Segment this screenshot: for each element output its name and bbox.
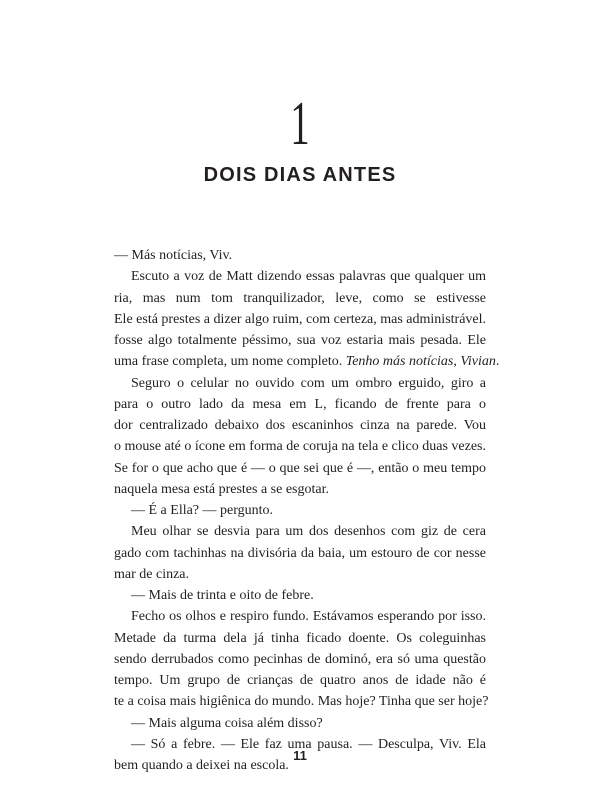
text-line: — Mais de trinta e oito de febre.: [131, 588, 314, 603]
text-line: Fecho os olhos e respiro fundo. Estávamos esperando por isso.: [131, 609, 486, 625]
text-line: gado com tachinhas na divisória da baia, um estouro de cor nesse: [114, 545, 486, 561]
text-line: naquela mesa está prestes a se esgotar.: [114, 481, 329, 497]
text-line: — Más notícias, Viv.: [114, 248, 233, 263]
text-line: sendo derrubados como pecinhas de dominó, era só uma questão: [114, 651, 486, 667]
italic-segment: Tenho más notícias, Vivian: [345, 354, 496, 370]
text-line: Ele está prestes a dizer algo ruim, com certeza, mas administrável.: [114, 311, 486, 327]
chapter-title: DOIS DIAS ANTES: [203, 164, 397, 186]
text-segment: uma frase completa, um nome completo.: [114, 354, 346, 370]
text-line: Seguro o celular no ouvido com um ombro erguido, giro a: [131, 375, 486, 391]
text-line: — Só a febre. — Ele faz uma pausa. — Desculpa, Viv. Ela: [131, 736, 486, 752]
text-line: Escuto a voz de Matt dizendo essas palavras que qualquer um: [131, 269, 486, 285]
text-line: dor centralizado debaixo dos escaninhos cinza na parede. Vou: [114, 418, 486, 433]
text-line: [114, 351, 500, 372]
page-number: 11: [293, 748, 307, 763]
text-line: — Mais alguma coisa além disso?: [131, 715, 323, 731]
text-line: bem quando a deixei na escola.: [114, 758, 289, 773]
text-line: ria, mas num tom tranquilizador, leve, como se estivesse: [114, 290, 486, 306]
text-line: — É a Ella? — pergunto.: [131, 503, 274, 518]
text-line: mar de cinza.: [114, 566, 190, 582]
text-line: para o outro lado da mesa em L, ficando de frente para o: [114, 396, 486, 412]
body-text: [114, 245, 500, 776]
text-line: Se for o que acho que é — o que sei que é —, então o meu tempo: [114, 460, 486, 476]
text-line: Metade da turma dela já tinha ficado doente. Os coleguinhas: [114, 630, 486, 646]
text-line: Meu olhar se desvia para um dos desenhos com giz de cera: [131, 524, 486, 540]
text-line: te a coisa mais higiênica do mundo. Mas hoje? Tinha que ser hoje?: [114, 694, 489, 710]
text-line: fosse algo totalmente péssimo, sua voz estaria mais pesada. Ele: [114, 333, 486, 348]
text-line: tempo. Um grupo de crianças de quatro anos de idade não é: [114, 673, 486, 688]
text-segment: .: [495, 354, 500, 370]
chapter-number: 1: [290, 90, 310, 158]
text-line: o mouse até o ícone em forma de coruja na tela e clico duas vezes.: [114, 439, 486, 455]
